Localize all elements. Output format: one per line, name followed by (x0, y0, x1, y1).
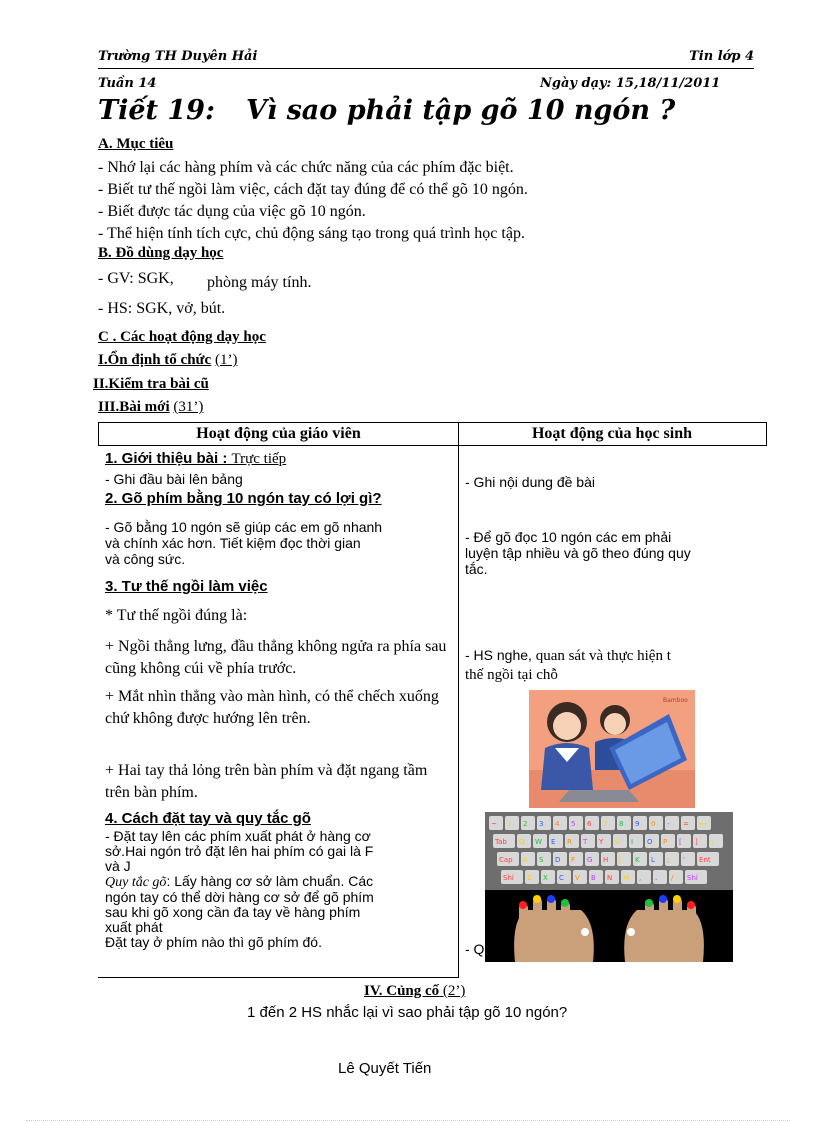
keyboard-key-label: ⟵ (699, 820, 710, 828)
keyboard-key-label: = (683, 820, 689, 828)
section-c-heading: C . Các hoạt động dạy học (98, 329, 266, 345)
keyboard-key-label: 2 (523, 820, 528, 828)
intro-title: 1. Giới thiệu bài : (105, 450, 232, 467)
student-column-header: Hoạt động của học sinh (458, 422, 767, 446)
keyboard-key-label: E (551, 838, 556, 846)
student-activity-1: - Ghi nội dung đề bài (465, 474, 595, 490)
keyboard-key-label: V (575, 874, 580, 882)
keyboard-key-label: ; (667, 856, 670, 864)
part-3-heading (98, 399, 203, 416)
keyboard-key-label: R (567, 838, 572, 846)
keyboard-key-label: 3 (539, 820, 544, 828)
rule-line: Đặt tay ở phím nào thì gõ phím đó. (105, 934, 322, 950)
rule-label: Quy tắc gõ (105, 875, 167, 890)
posture-point: + Ngồi thẳng lưng, đầu thẳng không ngửa ra phía sau cũng không cúi về phía trước. (105, 638, 447, 677)
keyboard-key-label: / (671, 874, 674, 882)
keyboard-key-label: J (619, 856, 622, 864)
teacher-materials-rest: phòng máy tính. (207, 274, 312, 291)
intro-line: - Ghi đầu bài lên bảng (105, 471, 243, 487)
hands (514, 895, 704, 962)
keyboard-key-label: A (523, 856, 528, 864)
keyboard-key-label: ' (683, 856, 685, 864)
keyboard-key-label: N (607, 874, 613, 882)
intro-heading (105, 450, 286, 468)
table-bottom-border (98, 977, 459, 978)
keyboard-key-label: 8 (619, 820, 624, 828)
teacher-column-header: Hoạt động của giáo viên (98, 422, 459, 446)
keyboard-key-label: M (623, 874, 630, 882)
keyboard-key-label: , (639, 874, 642, 882)
keyboard-key-label: Y (599, 838, 604, 846)
section-b-heading: B. Đồ dùng dạy học (98, 245, 224, 261)
kids-computer-image (529, 690, 695, 808)
lesson-number: Tiết 19: (98, 95, 215, 126)
lesson-title: Vì sao phải tập gõ 10 ngón ? (246, 95, 676, 126)
keyboard-key-label: ~ (491, 820, 497, 828)
keyboard-key-label: 9 (635, 820, 640, 828)
student-activity-3b: thế ngồi tại chỗ (465, 667, 558, 683)
keyboard-key-label: H (603, 856, 609, 864)
hand-line: sở.Hai ngón trỏ đặt lên hai phím có gai là F (105, 843, 374, 859)
section-iv-title: IV. Củng cố (364, 983, 440, 999)
keyboard-key-label: Q (519, 838, 525, 846)
keyboard-hands-illustration (485, 812, 733, 962)
review-text: 1 đến 2 HS nhắc lại vì sao phải tập gõ 10 ngón? (247, 1004, 568, 1021)
benefit-text (105, 519, 382, 567)
keyboard-key-label: G (587, 856, 593, 864)
keyboard-key-label: U (615, 838, 621, 846)
hand-placement-text (105, 829, 374, 950)
hand-line: và J (105, 858, 131, 874)
keyboard-key-label: P (663, 838, 668, 846)
week-label: Tuần 14 (98, 76, 157, 91)
benefit-heading: 2. Gõ phím bằng 10 ngón tay có lợi gì? (105, 490, 382, 507)
rule-line: xuất phát (105, 919, 163, 935)
keyboard-key-label: X (543, 874, 548, 882)
keyboard-key-label: I (631, 838, 634, 846)
section-iv-time: (2’) (439, 983, 466, 999)
keyboard-key-label: 1 (507, 820, 512, 828)
student-materials: - HS: SGK, vở, bút. (98, 300, 226, 317)
student-observe: quan sát và thực hiện t (531, 648, 671, 664)
keyboard-key-label: Shi (503, 874, 514, 882)
keyboard-key-label: 5 (571, 820, 576, 828)
posture-point: + Hai tay thả lỏng trên bàn phím và đặt ngang tầm trên bàn phím. (105, 762, 428, 801)
subject-grade: Tin lớp 4 (689, 49, 754, 64)
keyboard-key-label: K (635, 856, 640, 864)
student-line: - Để gõ đọc 10 ngón các em phải (465, 529, 672, 545)
posture-intro: * Tư thế ngồi đúng là: (105, 607, 248, 624)
keyboard-key-label: [ (679, 838, 682, 846)
header-divider (98, 68, 754, 69)
kids-computer-illustration (529, 690, 695, 808)
objective-item: - Biết tư thế ngồi làm việc, cách đặt tay đúng để có thể gõ 10 ngón. (98, 181, 528, 198)
student-line: luyện tập nhiều và gõ theo đúng quy (465, 545, 691, 561)
part-1-heading (98, 352, 237, 369)
rule-line: ngón tay có thể dời hàng cơ sở để gõ phím (105, 889, 374, 905)
benefit-line: và công sức. (105, 551, 186, 567)
keyboard-key-label: T (583, 838, 588, 846)
keyboard-key-label: Z (527, 874, 532, 882)
section-iv-heading (364, 983, 465, 1000)
benefit-line: và chính xác hơn. Tiết kiệm đọc thời gian (105, 535, 361, 551)
keyboard-key-label: Tab (495, 838, 507, 846)
section-a-heading: A. Mục tiêu (98, 136, 174, 152)
illustration-logo-text: Bamboo (663, 697, 688, 704)
keyboard-key-label: O (647, 838, 653, 846)
keyboard-key-label: 4 (555, 820, 560, 828)
keyboard-key-label: D (555, 856, 561, 864)
part-2-heading: II.Kiểm tra bài cũ (93, 376, 209, 392)
objective-item: - Thể hiện tính tích cực, chủ động sáng tạo trong quá trình học tập. (98, 225, 525, 242)
rule-text: : Lấy hàng cơ sở làm chuẩn. Các (166, 873, 374, 889)
keyboard-key-label: 6 (587, 820, 592, 828)
keyboard-key-label: C (559, 874, 564, 882)
keyboard-key-label: F (571, 856, 576, 864)
keyboard-key-label: 0 (651, 820, 656, 828)
page-bottom-edge (26, 1120, 790, 1121)
keyboard-key-label: - (667, 820, 670, 828)
keyboard-image (485, 812, 733, 962)
hand-placement-heading: 4. Cách đặt tay và quy tắc gõ (105, 810, 311, 827)
student-listen: - HS nghe, (465, 647, 532, 663)
benefit-line: - Gõ bằng 10 ngón sẽ giúp các em gõ nhanh (105, 519, 383, 535)
teacher-materials-label: - GV: SGK, (98, 270, 174, 287)
keyboard-key-label: 7 (603, 820, 608, 828)
student-line: tắc. (465, 561, 488, 577)
keyboard-key-label: ] (695, 838, 698, 846)
keyboard-key-label: . (655, 874, 658, 882)
student-activity-4: - Q (465, 941, 485, 957)
school-name: Trường TH Duyên Hải (98, 49, 258, 64)
keyboard-key-label: Cap (499, 856, 513, 864)
keyboard-key-label: B (591, 874, 596, 882)
keyboard-key-label: \ (711, 838, 714, 846)
teaching-date: Ngày dạy: 15,18/11/2011 (540, 76, 721, 91)
objective-item: - Biết được tác dụng của việc gõ 10 ngón. (98, 203, 366, 220)
rule-line: sau khi gõ xong cần đa tay về hàng phím (105, 904, 361, 920)
part-1-title: I.Ổn định tổ chức (98, 352, 212, 368)
column-divider (458, 446, 459, 978)
posture-point: + Mắt nhìn thẳng vào màn hình, có thể chếch xuống chứ không được hướng lên trên. (105, 688, 439, 727)
part-1-time: (1’) (214, 352, 238, 368)
part-3-title: III.Bài mới (98, 399, 170, 415)
rule-line (105, 874, 374, 890)
posture-heading: 3. Tư thế ngồi làm việc (105, 578, 268, 595)
part-3-time: (31’) (173, 399, 204, 415)
keyboard-key-label: W (535, 838, 542, 846)
keyboard-key-label: Shi (687, 874, 698, 882)
hand-line: - Đặt tay lên các phím xuất phát ở hàng cơ (105, 828, 371, 844)
keyboard-key-label: S (539, 856, 544, 864)
teacher-signature: Lê Quyết Tiến (338, 1060, 432, 1077)
objective-item: - Nhớ lại các hàng phím và các chức năng của các phím đặc biệt. (98, 159, 514, 176)
student-activity-2 (465, 529, 691, 577)
intro-subtitle: Trực tiếp (231, 451, 287, 467)
student-activity-3 (465, 647, 671, 665)
keyboard-key-label: L (651, 856, 655, 864)
keyboard-key-label: Ent (699, 856, 711, 864)
